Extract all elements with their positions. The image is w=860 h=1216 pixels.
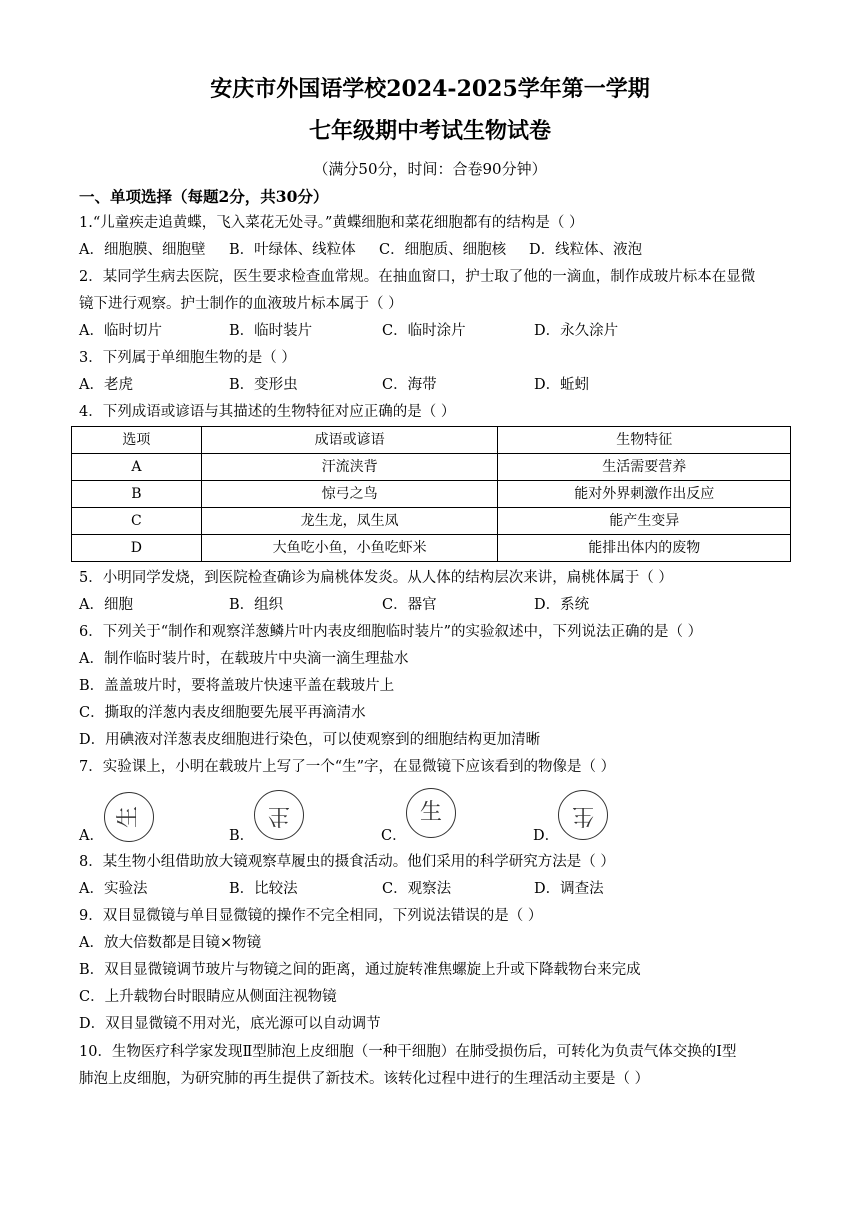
q9-option-b: B．双目显微镜调节玻片与物镜之间的距离，通过旋转准焦螺旋上升或下降载物台来完成 [79,962,641,978]
q6-option-d: D．用碘液对洋葱表皮细胞进行染色，可以使观察到的细胞结构更加清晰 [79,732,541,748]
table-row [72,454,791,481]
q2-option-c: C．临时涂片 [382,323,466,339]
q3-option-c: C．海带 [382,377,437,393]
table-row [72,481,791,508]
q3-option-d: D．蚯蚓 [534,377,590,393]
table-cell: 汗流浃背 [201,454,498,481]
q7-option-c-image [406,788,456,838]
q6-option-a: A．制作临时装片时，在载玻片中央滴一滴生理盐水 [79,651,409,667]
q6-option-b: B．盖盖玻片时，要将盖玻片快速平盖在载玻片上 [79,678,395,694]
table-cell: 能排出体内的废物 [498,535,791,562]
table-header-cell: 选项 [72,427,202,454]
question-4-table [71,426,791,562]
q5-option-c: C．器官 [382,597,437,613]
q3-option-a: A．老虎 [79,377,133,393]
q2-option-b: B．临时装片 [229,323,313,339]
question-2-line2: 镜下进行观察。护士制作的血液玻片标本属于（ ） [79,296,403,312]
q7-option-a-image [104,792,154,842]
question-9: 9．双目显微镜与单目显微镜的操作不完全相同，下列说法错误的是（ ） [79,908,543,924]
q2-option-a: A．临时切片 [79,323,162,339]
q2-option-d: D．永久涂片 [534,323,619,339]
table-cell: 龙生龙，凤生凤 [201,508,498,535]
table-row [72,535,791,562]
q7-option-b-image [254,790,304,840]
q7-option-d-glyph: 生 [572,803,595,828]
table-cell: 生活需要营养 [498,454,791,481]
q7-option-b-glyph: 生 [267,803,290,828]
table-cell: 能产生变异 [498,508,791,535]
exam-title-line1: 安庆市外国语学校2024-2025学年第一学期 [210,76,650,102]
section-heading: 一、单项选择（每题2分，共30分） [79,187,329,206]
question-7: 7．实验课上，小明在载玻片上写了一个“生”字，在显微镜下应该看到的物像是（ ） [79,759,616,775]
q9-option-d: D．双目显微镜不用对光，底光源可以自动调节 [79,1016,381,1032]
q5-option-d: D．系统 [534,597,590,613]
q1-option-b: B．叶绿体、线粒体 [229,242,356,258]
q8-option-b: B．比较法 [229,881,298,897]
table-cell: 大鱼吃小鱼，小鱼吃虾米 [201,535,498,562]
q8-option-a: A．实验法 [79,881,148,897]
q7-option-d-image [558,790,608,840]
q8-option-c: C．观察法 [382,881,452,897]
table-cell: C [72,508,202,535]
q7-option-c-label: C． [381,828,407,844]
q7-option-d-label: D． [533,828,560,844]
table-cell: 惊弓之鸟 [201,481,498,508]
q7-option-a-label: A． [79,828,104,844]
q1-option-c: C．细胞质、细胞核 [379,242,507,258]
q5-option-a: A．细胞 [79,597,133,613]
table-header-cell: 生物特征 [498,427,791,454]
exam-title-line2: 七年级期中考试生物试卷 [308,118,551,144]
exam-subtitle: （满分50分，时间：合卷90分钟） [313,160,547,178]
q5-option-b: B．组织 [229,597,284,613]
question-10-line2: 肺泡上皮细胞，为研究肺的再生提供了新技术。该转化过程中进行的生理活动主要是（ ） [79,1071,650,1087]
question-4: 4．下列成语或谚语与其描述的生物特征对应正确的是（ ） [79,404,456,420]
table-header-row [72,427,791,454]
table-cell: A [72,454,202,481]
q8-option-d: D．调查法 [534,881,604,897]
q9-option-c: C．上升载物台时眼睛应从侧面注视物镜 [79,989,337,1005]
question-10-line1: 10．生物医疗科学家发现Ⅱ型肺泡上皮细胞（一种干细胞）在肺受损伤后，可转化为负责气体交换的Ⅰ型 [79,1044,737,1060]
q1-option-d: D．线粒体、液泡 [529,242,643,258]
table-row [72,508,791,535]
question-8: 8．某生物小组借助放大镜观察草履虫的摄食活动。他们采用的科学研究方法是（ ） [79,854,615,870]
question-1: 1.“儿童疾走追黄蝶，飞入菜花无处寻。”黄蝶细胞和菜花细胞都有的结构是（ ） [79,215,584,231]
q7-option-a-glyph: 生 [116,806,141,829]
q7-option-c-glyph: 生 [419,800,442,825]
q1-option-a: A．细胞膜、细胞壁 [79,242,206,258]
question-6: 6．下列关于“制作和观察洋葱鳞片叶内表皮细胞临时装片”的实验叙述中，下列说法正确的是（ ） [79,624,703,640]
table-cell: D [72,535,202,562]
q7-option-b-label: B． [229,828,255,844]
q6-option-c: C．撕取的洋葱内表皮细胞要先展平再滴清水 [79,705,366,721]
question-2-line1: 2．某同学生病去医院，医生要求检查血常规。在抽血窗口，护士取了他的一滴血，制作成玻片标本在显微 [79,269,756,285]
q3-option-b: B．变形虫 [229,377,298,393]
table-cell: B [72,481,202,508]
table-header-cell: 成语或谚语 [201,427,498,454]
q9-option-a: A．放大倍数都是目镜×物镜 [79,935,262,951]
question-5: 5．小明同学发烧，到医院检查确诊为扁桃体发炎。从人体的结构层次来讲，扁桃体属于（ ） [79,570,673,586]
table-cell: 能对外界刺激作出反应 [498,481,791,508]
question-3: 3．下列属于单细胞生物的是（ ） [79,350,296,366]
